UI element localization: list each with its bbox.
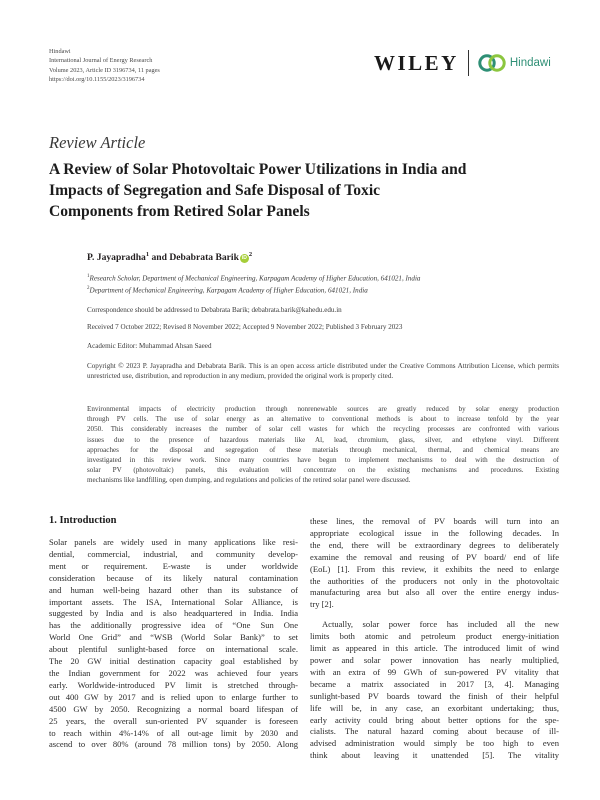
body-line: manufacturing area but also all over the entire energy indus- — [310, 587, 559, 598]
body-line: out 400 GW by 2017 and is relied upon to enlarge further to — [49, 691, 298, 702]
copyright-notice: Copyright © 2023 P. Jayapradha and Debabrata Barik. This is an open access article distributed under the Creative Commons Attribution License, which permits unrestricted use, distribution, and reproduction in any medium, provided the original work is properly cited. — [87, 362, 559, 381]
body-line: think about leaving it unattended [5]. The vitality — [310, 750, 559, 761]
body-line: the authorities of the producers not only in the photovoltaic — [310, 575, 559, 586]
academic-editor: Academic Editor: Muhammad Ahsan Saeed — [87, 342, 212, 350]
abstract-line: approaches for the disposal and segregation of these materials through mechanical, thermal, and chemical means are — [87, 445, 559, 454]
body-line: Actually, solar power force has included all the new — [322, 619, 559, 630]
affiliations — [87, 272, 420, 295]
author-connector: and — [151, 252, 167, 264]
affiliation-text: Department of Mechanical Engineering, Karpagam Academy of Higher Education, 641021, India — [89, 286, 368, 295]
affiliation-text: Research Scholar, Department of Mechanical Engineering, Karpagam Academy of Higher Education, 641021, India — [89, 274, 421, 283]
author-name[interactable]: Debabrata Barik — [169, 252, 239, 264]
body-line: the Indian government for 2022 was achieved four years — [49, 667, 298, 678]
body-line: these lines, the removal of PV boards will turn into an — [310, 516, 559, 526]
article-type: Review Article — [49, 133, 146, 152]
title-line: Impacts of Segregation and Safe Disposal of Toxic — [49, 182, 381, 199]
body-line: advised administration would simply be too high to even — [310, 738, 559, 749]
body-line: try [2]. — [310, 599, 334, 610]
body-line: World One Grid” and “WSB (World Solar Bank)” to set — [49, 632, 298, 643]
journal-meta — [49, 47, 160, 84]
body-line: Solar panels are widely used in many applications like resi- — [49, 537, 298, 547]
body-line: (EoL) [1]. From this review, it exhibits the need to enlarge — [310, 563, 559, 574]
abstract-line: 2050. This considerably increases the number of solar cell wastes for which the recycling processes are confronted with various — [87, 425, 559, 434]
affiliation-number: 1 — [87, 274, 90, 279]
wiley-logo: WILEY — [374, 50, 459, 75]
affiliation-number: 2 — [87, 285, 90, 291]
body-line: life will be, in any case, an exorbitant undertaking; thus, — [310, 702, 559, 713]
affiliation-marker: 2 — [248, 251, 253, 258]
body-line: with an extra of 99 GWh of sun-powered PV vitality that — [310, 666, 559, 677]
abstract-line: investigated in this review work. Since many countries have begun to implement mechanisms to deal with the destruction of — [87, 456, 559, 465]
body-line: important assets. The ISA, International Solar Alliance, is — [49, 596, 298, 607]
section-heading: 1. Introduction — [49, 515, 117, 526]
body-line: The 20 GW initial destination capacity goal established by — [49, 656, 298, 667]
body-line: about plentiful sunlight-based force on international scale. — [49, 644, 298, 655]
affiliation — [87, 284, 420, 296]
body-line: sunlight-based PV boards toward the finish of their helpful — [310, 690, 559, 701]
abstract — [87, 404, 559, 486]
body-line: ment or requirement. E-waste is under worldwide — [49, 560, 298, 571]
body-line: has the additionally progressive idea of “One Sun One — [49, 620, 298, 631]
hindawi-logo — [477, 53, 551, 73]
abstract-line: solar PV (photovoltaic) panels, this evaluation will concentrate on the existing mechanisms and procedures. Existing — [87, 466, 559, 475]
title-line: A Review of Solar Photovoltaic Power Utilizations in India and — [49, 161, 467, 178]
doi-link[interactable]: https://doi.org/10.1155/2023/3196734 — [49, 75, 145, 83]
hindawi-logo-text: Hindawi — [509, 57, 551, 69]
body-line: to reach within 4%-14% of all out-age limit by 2030 and — [49, 727, 298, 738]
body-line: suggested by India and is also headquartered in India. India — [49, 608, 298, 619]
abstract-line: Environmental impacts of electricity production through nonrenewable sources are greatly reduced by solar energy production — [87, 405, 559, 413]
body-line: 25 years, the overall sun-oriented PV squander is foreseen — [49, 715, 298, 726]
abstract-line: through PV cells. The use of solar energy as an alternative to conventional methods is about to increase tenfold by the year — [87, 415, 559, 424]
body-line: consideration because of its likely natural contamination — [49, 572, 298, 583]
body-line: early. Worldwide-introduced PV limit is stretched through- — [49, 679, 298, 690]
body-column-left — [49, 537, 298, 751]
journal-name: International Journal of Energy Research — [49, 57, 153, 65]
body-line: early activity could bring about better options for the spe- — [310, 714, 559, 725]
title-line: Components from Retired Solar Panels — [49, 203, 310, 220]
author-name[interactable]: P. Jayapradha — [87, 252, 146, 264]
body-line: 4500 GW by 2050. Recognizing a normal board lifespan of — [49, 703, 298, 714]
publisher-logos — [374, 48, 551, 78]
body-line: limit as appeared in this article. The introduced limit of wind — [310, 643, 559, 654]
body-line: dential, commercial, industrial, and community develop- — [49, 548, 298, 559]
publisher-name: Hindawi — [49, 48, 71, 55]
body-line: appropriate ecological issue in the following decades. In — [310, 527, 559, 538]
abstract-line: mechanisms like landfilling, open dumping, and regulations and policies of the retired solar panel were discussed. — [87, 476, 411, 485]
body-line: became a matrix associated in 2017 [3, 4]. Managing — [310, 678, 559, 689]
body-line: and human well-being hazard other than its substance of — [49, 584, 298, 595]
paragraph-gap — [310, 611, 559, 619]
body-line: examine the removal and reusing of PV board/ end of life — [310, 551, 559, 562]
body-line: ascend to over 80% (around 78 million tons) by 2050. Along — [49, 739, 298, 750]
volume-line: Volume 2023, Article ID 3196734, 11 pages — [49, 66, 160, 74]
body-line: cialists. The natural hazard coming about because of ill- — [310, 726, 559, 737]
logo-divider — [468, 50, 469, 76]
body-column-right — [310, 516, 559, 762]
hindawi-rings-icon — [477, 53, 507, 73]
body-line: power and solar power innovation has nearly multiplied, — [310, 654, 559, 665]
article-title — [49, 159, 569, 222]
body-line: limits both atomic and petroleum product energy-initiation — [310, 631, 559, 642]
publication-dates: Received 7 October 2022; Revised 8 November 2022; Accepted 9 November 2022; Published 3 February 2023 — [87, 323, 403, 331]
affiliation-marker: 1 — [145, 251, 150, 258]
correspondence: Correspondence should be addressed to Debabrata Barik; debabrata.barik@kahedu.edu.in — [87, 306, 342, 314]
orcid-icon[interactable]: iD — [241, 255, 247, 262]
author-list — [87, 251, 252, 263]
affiliation — [87, 272, 420, 284]
abstract-line: issues due to the presence of hazardous materials like Al, lead, chromium, glass, silver, and ethylene vinyl. Different — [87, 435, 559, 444]
body-line: the end, there will be extraordinary degrees to deliberately — [310, 539, 559, 550]
